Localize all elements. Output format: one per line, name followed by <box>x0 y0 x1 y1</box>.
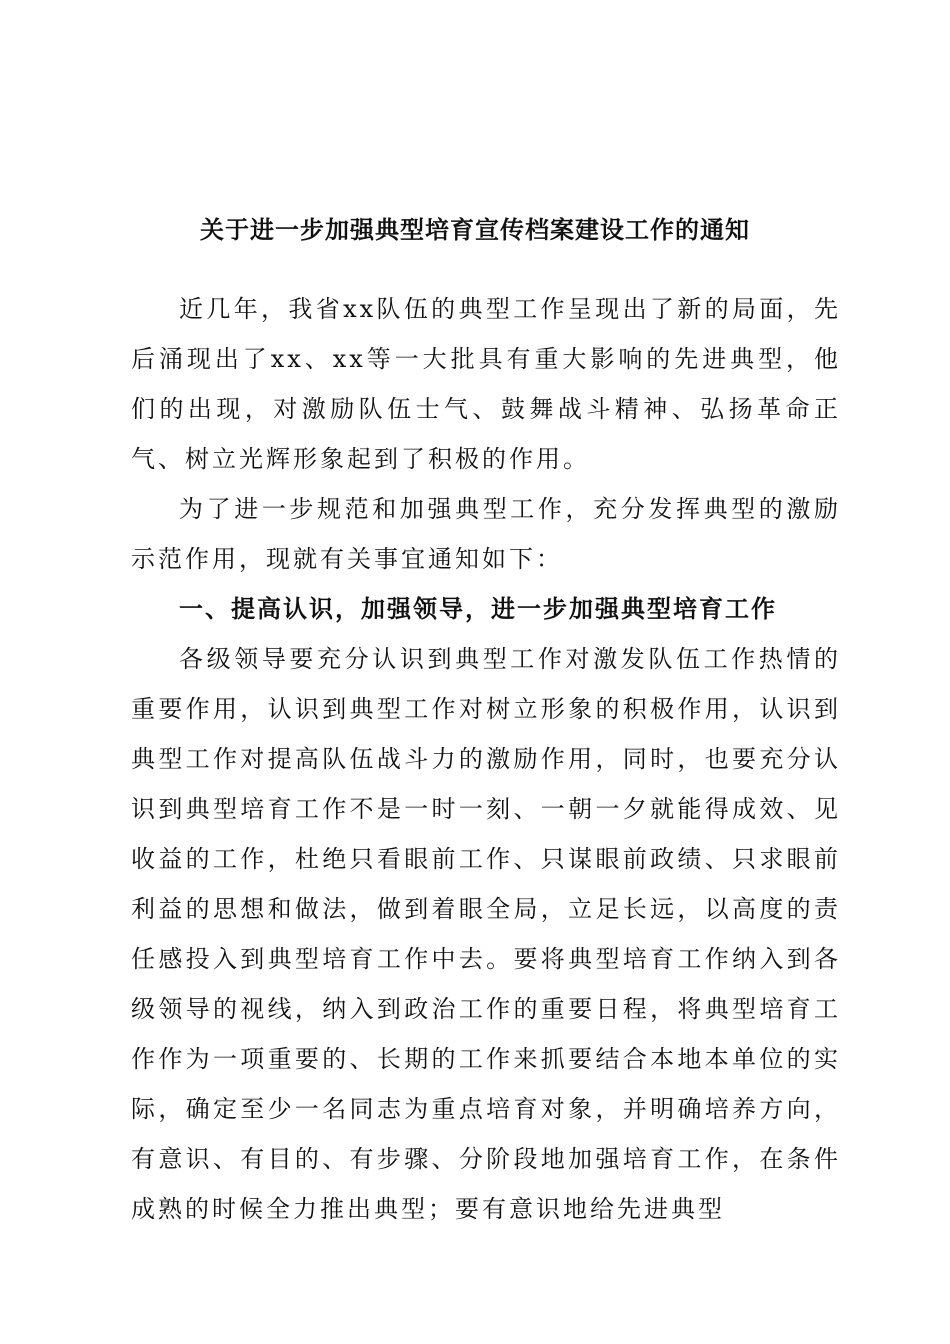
section-heading-1: 一、提高认识，加强领导，进一步加强典型培育工作 <box>179 594 777 623</box>
paragraph-section-1: 各级领导要充分认识到典型工作对激发队伍工作热情的重要作用，认识到典型工作对树立形象的积极作用，认识到典型工作对提高队伍战斗力的激励作用，同时，也要充分认识到典型培育工作不是一时一刻、一朝一夕就能得成效、见收益的工作，杜绝只看眼前工作、只谋眼前政绩、只求眼前利益的思想和做法，做到着眼全局，立足长远，以高度的责任感投入到典型培育工作中去。要将典型培育工作纳入到各级领导的视线，纳入到政治工作的重要日程，将典型培育工作作为一项重要的、长期的工作来抓要结合本地本单位的实际，确定至少一名同志为重点培育对象，并明确培养方向，有意识、有目的、有步骤、分阶段地加强培育工作，在条件成熟的时候全力推出典型；要有意识地给先进典型 <box>131 645 841 1223</box>
paragraph-intro: 近几年，我省xx队伍的典型工作呈现出了新的局面，先后涌现出了xx、xx等一大批具有重大影响的先进典型，他们的出现，对激励队伍士气、鼓舞战斗精神、弘扬革命正气、树立光辉形象起到了积极的作用。 <box>131 295 841 473</box>
document-body <box>131 284 841 1234</box>
paragraph-purpose: 为了进一步规范和加强典型工作，充分发挥典型的激励示范作用，现就有关事宜通知如下： <box>131 495 841 573</box>
document-title: 关于进一步加强典型培育宣传档案建设工作的通知 <box>200 215 750 244</box>
